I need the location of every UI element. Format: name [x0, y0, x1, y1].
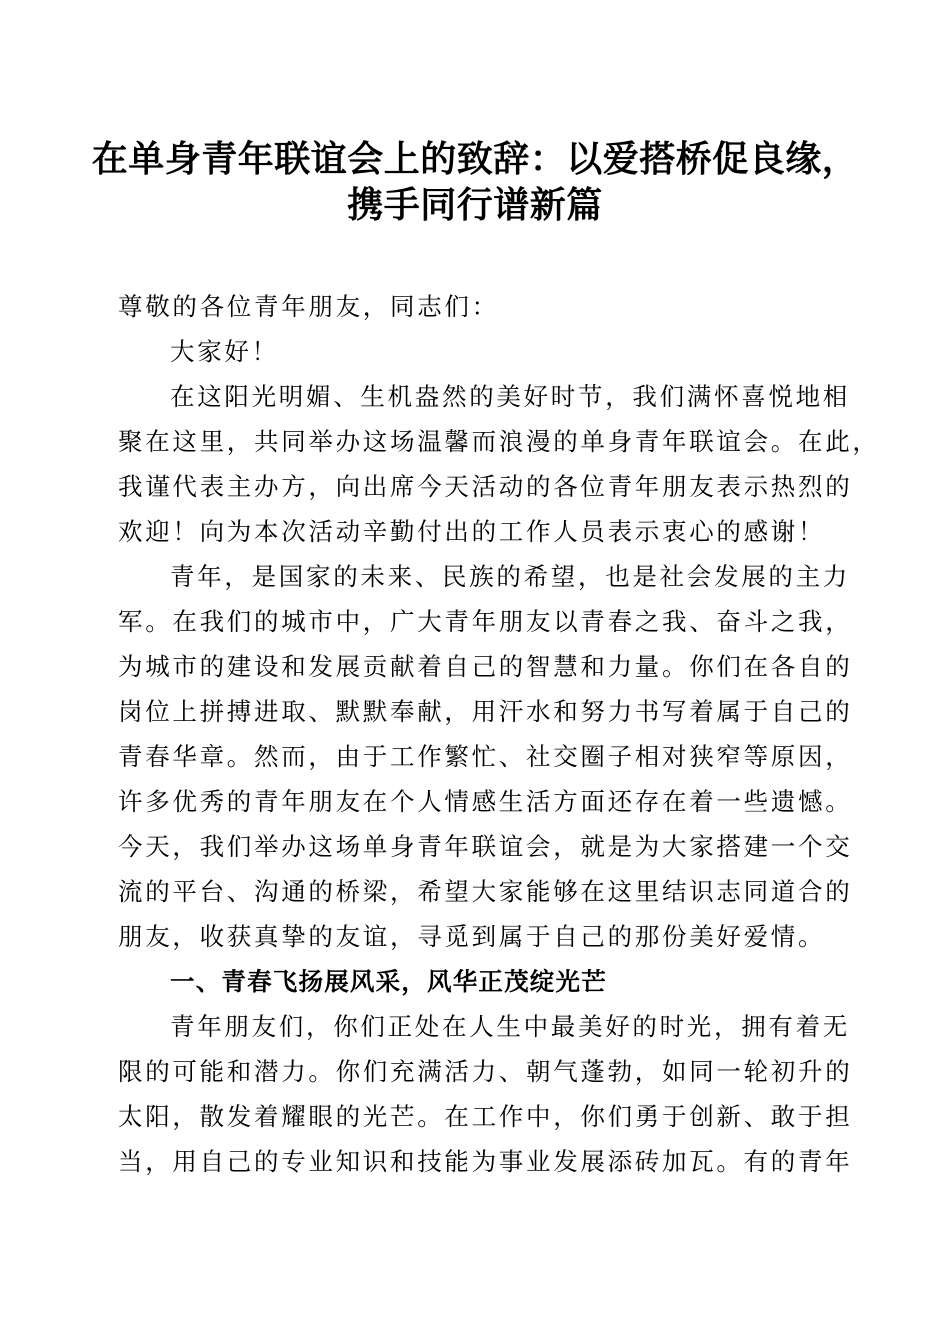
greeting: 大家好！ [170, 337, 279, 366]
salutation: 尊敬的各位青年朋友，同志们： [118, 292, 499, 321]
paragraph-line: 青年朋友们，你们正处在人生中最美好的时光，拥有着无 [170, 1012, 850, 1041]
paragraph-line: 青春华章。然而，由于工作繁忙、社交圈子相对狭窄等原因， [118, 742, 853, 771]
document-title-line-2: 携手同行谱新篇 [347, 184, 603, 226]
paragraph-line: 在这阳光明媚、生机盎然的美好时节，我们满怀喜悦地相 [170, 382, 850, 411]
paragraph-line: 朋友，收获真挚的友谊，寻觅到属于自己的那份美好爱情。 [118, 922, 826, 951]
section-heading: 一、青春飞扬展风采，风华正茂绽光芒 [170, 967, 607, 996]
paragraph-line: 军。在我们的城市中，广大青年朋友以青春之我、奋斗之我， [118, 607, 853, 636]
paragraph-line: 限的可能和潜力。你们充满活力、朝气蓬勃，如同一轮初升的 [118, 1057, 853, 1086]
paragraph-line: 岗位上拼搏进取、默默奉献，用汗水和努力书写着属于自己的 [118, 697, 853, 726]
paragraph-line: 我谨代表主办方，向出席今天活动的各位青年朋友表示热烈的 [118, 472, 853, 501]
paragraph-line: 青年，是国家的未来、民族的希望，也是社会发展的主力 [170, 562, 850, 591]
paragraph-line: 为城市的建设和发展贡献着自己的智慧和力量。你们在各自的 [118, 652, 853, 681]
document-title-line-1: 在单身青年联谊会上的致辞：以爱搭桥促良缘， [91, 138, 859, 180]
paragraph-line: 许多优秀的青年朋友在个人情感生活方面还存在着一些遗憾。 [118, 787, 853, 816]
paragraph-line: 聚在这里，共同举办这场温馨而浪漫的单身青年联谊会。在此， [118, 427, 880, 456]
paragraph-line: 太阳，散发着耀眼的光芒。在工作中，你们勇于创新、敢于担 [118, 1102, 853, 1131]
document-body [118, 284, 880, 1184]
paragraph-line: 当，用自己的专业知识和技能为事业发展添砖加瓦。有的青年 [118, 1147, 853, 1176]
paragraph-line: 欢迎！向为本次活动辛勤付出的工作人员表示衷心的感谢！ [118, 517, 826, 546]
paragraph-line: 流的平台、沟通的桥梁，希望大家能够在这里结识志同道合的 [118, 877, 853, 906]
paragraph-line: 今天，我们举办这场单身青年联谊会，就是为大家搭建一个交 [118, 832, 853, 861]
